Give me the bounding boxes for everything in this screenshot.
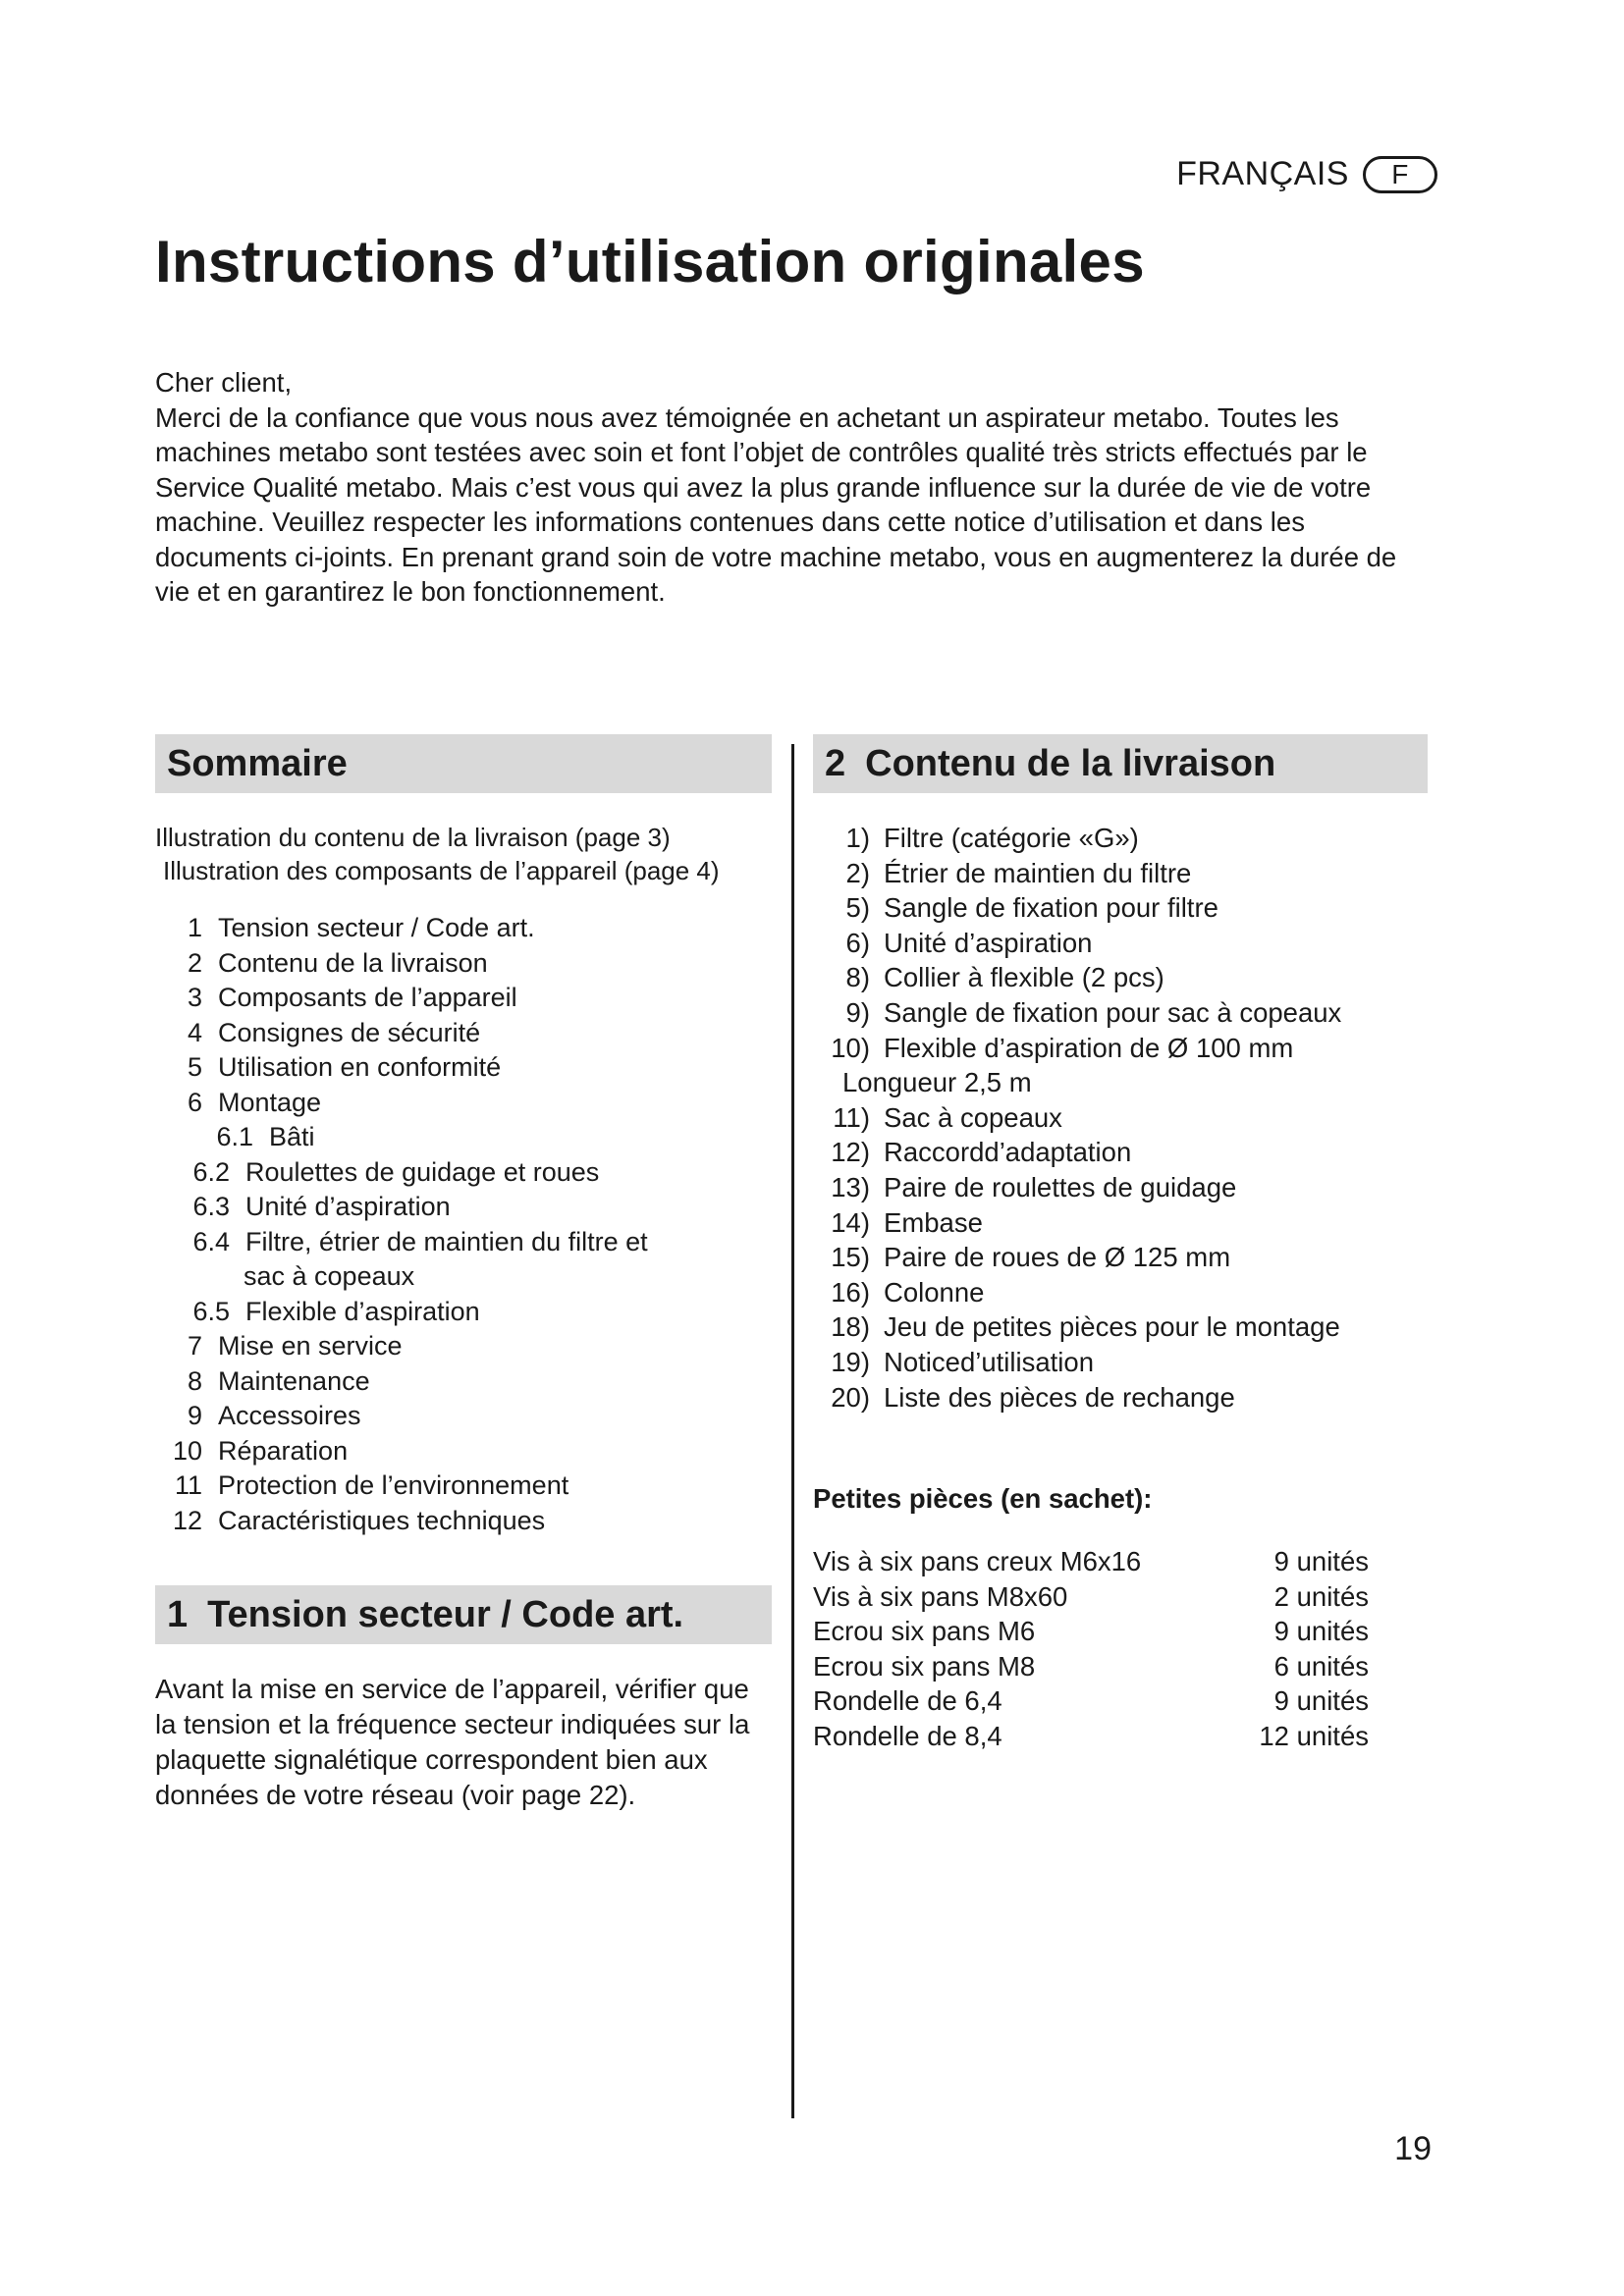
delivery-text: Noticed’utilisation xyxy=(884,1346,1094,1377)
delivery-item xyxy=(813,995,1428,1031)
toc-item xyxy=(155,1399,772,1434)
delivery-number: 10) xyxy=(831,1032,870,1063)
toc-text: Roulettes de guidage et roues xyxy=(245,1156,600,1187)
delivery-number: 5) xyxy=(845,892,870,924)
illustration-item: Illustration des composants de l’appareil (page 4) xyxy=(163,856,720,885)
toc-item xyxy=(155,1329,772,1364)
toc-text: Composants de l’appareil xyxy=(218,983,517,1012)
toc-number: 12 xyxy=(172,1505,202,1535)
parts-row xyxy=(813,1614,1369,1649)
toc-item xyxy=(155,1504,772,1539)
toc-number: 10 xyxy=(172,1435,202,1466)
delivery-text: Sangle de fixation pour sac à copeaux xyxy=(884,996,1342,1028)
delivery-number: 15) xyxy=(831,1242,870,1273)
toc-number: 11 xyxy=(174,1470,202,1500)
delivery-number: 6) xyxy=(845,927,870,958)
parts-row xyxy=(813,1683,1369,1719)
toc-text: Tension secteur / Code art. xyxy=(218,913,535,942)
section2-heading xyxy=(813,734,1428,793)
delivery-item xyxy=(813,856,1428,891)
delivery-item xyxy=(813,821,1428,856)
delivery-list xyxy=(813,821,1428,1415)
delivery-text: Raccordd’adaptation xyxy=(884,1137,1132,1168)
delivery-text: Colonne xyxy=(884,1276,985,1308)
section2-number: 2 xyxy=(825,742,846,784)
delivery-number: 14) xyxy=(831,1206,870,1238)
illustration-list xyxy=(155,821,772,887)
page-number: 19 xyxy=(1394,2130,1432,2167)
parts-row xyxy=(813,1544,1369,1579)
toc-item xyxy=(155,1225,772,1260)
delivery-number: 19) xyxy=(831,1346,870,1377)
delivery-number: 13) xyxy=(831,1171,870,1202)
page-title: Instructions d’utilisation originales xyxy=(155,229,1145,294)
toc-text: Accessoires xyxy=(218,1401,361,1430)
delivery-text: Sangle de fixation pour filtre xyxy=(884,892,1218,924)
delivery-item xyxy=(813,1135,1428,1170)
delivery-item xyxy=(813,960,1428,995)
delivery-text: Paire de roues de Ø 125 mm xyxy=(884,1242,1231,1273)
delivery-number: 9) xyxy=(845,996,870,1028)
toc-text: Mise en service xyxy=(218,1331,403,1361)
delivery-item xyxy=(813,1275,1428,1310)
toc-number: 2 xyxy=(187,947,202,978)
toc-item xyxy=(155,911,772,946)
toc-item xyxy=(155,1016,772,1051)
toc-number: 3 xyxy=(187,983,202,1012)
toc-text: Montage xyxy=(218,1087,322,1117)
language-label: FRANÇAIS xyxy=(1176,155,1349,192)
parts-row xyxy=(813,1579,1369,1615)
column-divider xyxy=(791,744,794,2118)
toc-text: Protection de l’environnement xyxy=(218,1470,569,1500)
delivery-text: Liste des pièces de rechange xyxy=(884,1381,1235,1413)
delivery-number: 2) xyxy=(845,857,870,888)
toc-item xyxy=(155,1155,772,1191)
delivery-item xyxy=(813,1345,1428,1380)
delivery-number: 1) xyxy=(845,823,870,853)
toc-text: Contenu de la livraison xyxy=(218,947,488,978)
part-qty: 9 unités xyxy=(1273,1546,1369,1577)
table-of-contents xyxy=(155,911,772,1538)
toc-text: Maintenance xyxy=(218,1365,370,1396)
part-qty: 9 unités xyxy=(1273,1616,1369,1647)
part-qty: 6 unités xyxy=(1273,1650,1369,1682)
toc-number: 1 xyxy=(187,913,202,942)
delivery-item xyxy=(813,1240,1428,1275)
part-qty: 12 unités xyxy=(1259,1721,1369,1752)
toc-item xyxy=(155,946,772,982)
toc-number: 9 xyxy=(187,1401,202,1430)
delivery-number: 11) xyxy=(833,1101,870,1133)
part-name: Vis à six pans creux M6x16 xyxy=(813,1546,1142,1577)
toc-number: 7 xyxy=(187,1331,202,1361)
toc-number: 6.3 xyxy=(192,1192,230,1221)
part-qty: 9 unités xyxy=(1273,1685,1369,1717)
part-name: Rondelle de 6,4 xyxy=(813,1685,1002,1717)
toc-text: Bâti xyxy=(269,1122,315,1151)
parts-title: Petites pièces (en sachet): xyxy=(813,1483,1153,1515)
toc-number: 5 xyxy=(187,1052,202,1082)
toc-text: Flexible d’aspiration xyxy=(245,1296,480,1326)
toc-item xyxy=(155,1086,772,1121)
summary-heading xyxy=(155,734,772,793)
delivery-text: Jeu de petites pièces pour le montage xyxy=(884,1311,1340,1343)
language-code-badge: F xyxy=(1363,156,1437,193)
intro-text xyxy=(155,365,1432,610)
intro-greeting: Cher client, xyxy=(155,367,293,398)
toc-item xyxy=(155,981,772,1016)
section1-heading xyxy=(155,1585,772,1644)
delivery-item xyxy=(813,1380,1428,1415)
toc-number: 6.2 xyxy=(192,1156,230,1187)
delivery-item xyxy=(813,926,1428,961)
toc-item xyxy=(155,1468,772,1504)
toc-number: 6.4 xyxy=(192,1226,230,1256)
delivery-number: 8) xyxy=(845,962,870,993)
toc-item xyxy=(155,1120,772,1155)
delivery-number: 18) xyxy=(831,1311,870,1343)
delivery-item xyxy=(813,1170,1428,1205)
delivery-text: Flexible d’aspiration de Ø 100 mm xyxy=(884,1032,1294,1063)
toc-number: 6.5 xyxy=(192,1296,230,1326)
delivery-item-continuation: Longueur 2,5 m xyxy=(842,1067,1032,1098)
intro-body: Merci de la confiance que vous nous avez témoignée en achetant un aspirateur metabo. Toutes les machines metabo sont testées avec soin et font l’objet de contrôles qualité très stricts effectués par le Service Qualité metabo. Mais c’est vous qui avez la plus grande influence sur la durée de vie de votre machine. Veuillez respecter les informations contenues dans cette notice d’utilisation et dans les documents ci-joints. En prenant grand soin de votre machine metabo, vous en augmenterez la durée de vie et en garantirez le bon fonctionnement. xyxy=(155,401,1397,607)
delivery-text: Collier à flexible (2 pcs) xyxy=(884,962,1164,993)
section2-heading-label: Contenu de la livraison xyxy=(865,742,1276,784)
toc-text: Caractéristiques techniques xyxy=(218,1505,546,1535)
parts-row xyxy=(813,1719,1369,1754)
delivery-item xyxy=(813,890,1428,926)
toc-text: Filtre, étrier de maintien du filtre et xyxy=(245,1226,648,1256)
toc-text: Consignes de sécurité xyxy=(218,1017,481,1047)
part-qty: 2 unités xyxy=(1273,1580,1369,1612)
delivery-text: Unité d’aspiration xyxy=(884,927,1093,958)
delivery-text: Filtre (catégorie «G») xyxy=(884,823,1139,853)
part-name: Rondelle de 8,4 xyxy=(813,1721,1002,1752)
toc-text: Utilisation en conformité xyxy=(218,1052,502,1082)
delivery-number: 12) xyxy=(831,1137,870,1168)
section1-heading-label: Tension secteur / Code art. xyxy=(207,1593,684,1635)
delivery-text: Paire de roulettes de guidage xyxy=(884,1171,1237,1202)
summary-heading-label: Sommaire xyxy=(167,742,348,784)
delivery-item xyxy=(813,1309,1428,1345)
part-name: Vis à six pans M8x60 xyxy=(813,1580,1068,1612)
parts-row xyxy=(813,1649,1369,1684)
delivery-item xyxy=(813,1100,1428,1136)
parts-list xyxy=(813,1544,1369,1754)
right-column xyxy=(813,734,1428,1754)
left-column xyxy=(155,734,772,1813)
language-indicator xyxy=(1176,155,1437,193)
delivery-text: Étrier de maintien du filtre xyxy=(884,857,1192,888)
toc-item xyxy=(155,1434,772,1469)
toc-item xyxy=(155,1050,772,1086)
toc-item-continuation: sac à copeaux xyxy=(244,1261,415,1291)
section1-body: Avant la mise en service de l’appareil, vérifier que la tension et la fréquence secteur indiquées sur la plaquette signalétique correspondent bien aux données de votre réseau (voir page 22). xyxy=(155,1674,750,1810)
section1-number: 1 xyxy=(167,1593,189,1635)
toc-item xyxy=(155,1295,772,1330)
toc-number: 6.1 xyxy=(216,1122,253,1151)
part-name: Ecrou six pans M8 xyxy=(813,1650,1036,1682)
delivery-item xyxy=(813,1031,1428,1066)
delivery-text: Sac à copeaux xyxy=(884,1101,1062,1133)
toc-item xyxy=(155,1190,772,1225)
illustration-item: Illustration du contenu de la livraison (page 3) xyxy=(155,823,671,852)
delivery-text: Embase xyxy=(884,1206,983,1238)
delivery-number: 20) xyxy=(831,1381,870,1413)
toc-number: 4 xyxy=(187,1017,202,1047)
delivery-item xyxy=(813,1205,1428,1241)
toc-number: 8 xyxy=(187,1365,202,1396)
toc-number: 6 xyxy=(187,1087,202,1117)
toc-text: Réparation xyxy=(218,1435,349,1466)
toc-text: Unité d’aspiration xyxy=(245,1192,451,1221)
toc-item xyxy=(155,1364,772,1400)
delivery-number: 16) xyxy=(831,1276,870,1308)
part-name: Ecrou six pans M6 xyxy=(813,1616,1036,1647)
